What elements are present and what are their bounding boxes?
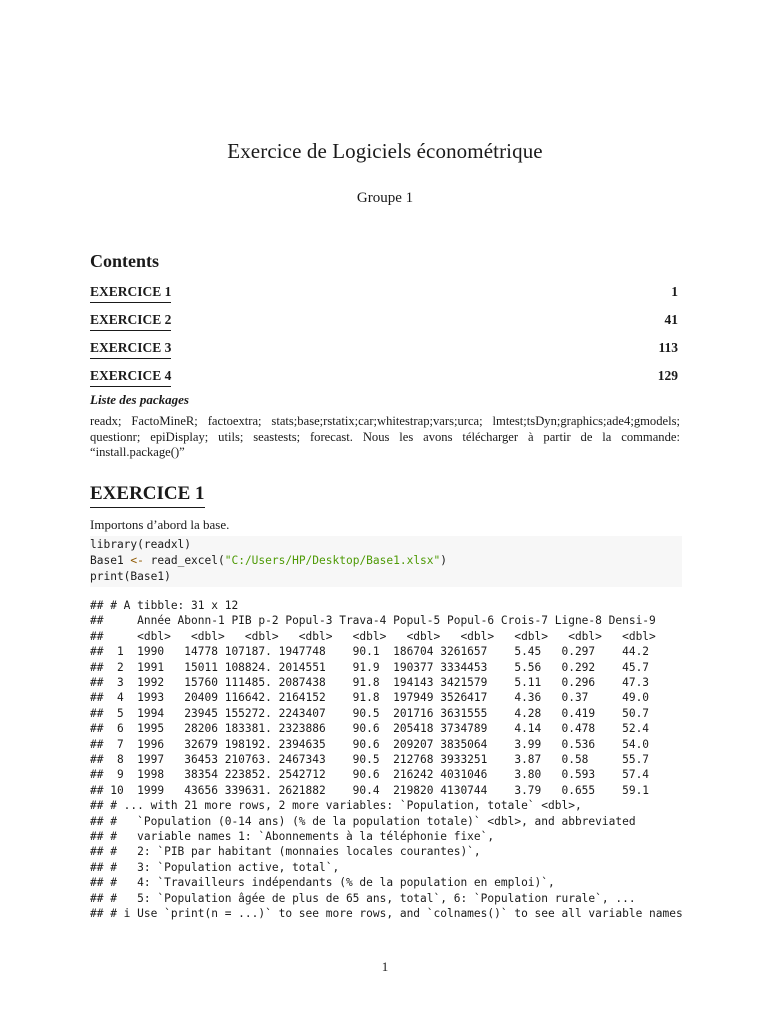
toc-entry xyxy=(90,340,678,360)
code-line: print(Base1) xyxy=(90,570,171,583)
intro-paragraph: Importons d’abord la base. xyxy=(90,517,230,532)
toc-entry xyxy=(90,284,678,304)
output-line: ## 8 1997 36453 210763. 2467343 90.5 212768 3933251 3.87 0.58 55.7 xyxy=(90,753,650,766)
packages-heading: Liste des packages xyxy=(90,392,189,407)
output-line: ## 5 1994 23945 155272. 2243407 90.5 201716 3631555 4.28 0.419 50.7 xyxy=(90,706,650,720)
toc-page-number: 41 xyxy=(664,312,678,327)
output-line: ## 2 1991 15011 108824. 2014551 91.9 190377 3334453 5.56 0.292 45.7 xyxy=(90,660,650,674)
output-line: ## <dbl> <dbl> <dbl> <dbl> <dbl> <dbl> <dbl> <dbl> <dbl> <dbl> xyxy=(90,629,656,643)
toc-link-exercice-1[interactable]: EXERCICE 1 xyxy=(90,284,171,303)
code-function-call: read_excel( xyxy=(143,554,225,567)
output-line: ## # variable names 1: `Abonnements à la téléphonie fixe`, xyxy=(90,830,495,843)
output-line: ## 10 1999 43656 339631. 2621882 90.4 219820 4130744 3.79 0.655 59.1 xyxy=(90,783,650,797)
output-line: ## # i Use `print(n = ...)` to see more rows, and `colnames()` to see all variable names xyxy=(90,907,683,920)
toc-link-exercice-4[interactable]: EXERCICE 4 xyxy=(90,368,171,387)
output-line: ## # `Population (0-14 ans) (% de la population totale)` <dbl>, and abbreviated xyxy=(90,814,636,828)
toc-entry xyxy=(90,368,678,388)
document-subtitle: Groupe 1 xyxy=(356,190,414,206)
output-line: ## # ... with 21 more rows, 2 more variables: `Population, totale` <dbl>, xyxy=(90,799,582,813)
packages-paragraph: readx; FactoMineR; factoextra; stats;base;rstatix;car;whitestrap;vars;urca; lmtest;tsDyn;graphics;ade4;gmodels; questionr; epiDisplay; utils; seastests; forecast. Nous les avons télécharger à partir de la commande: “install.package()” xyxy=(90,414,680,459)
document-page xyxy=(90,0,683,1024)
output-line: ## 9 1998 38354 223852. 2542712 90.6 216242 4031046 3.80 0.593 57.4 xyxy=(90,768,650,782)
output-line: ## # 5: `Population âgée de plus de 65 ans, total`, 6: `Population rurale`, ... xyxy=(90,891,636,905)
toc-link-exercice-3[interactable]: EXERCICE 3 xyxy=(90,340,171,359)
code-paren: ) xyxy=(440,554,448,567)
output-line: ## # A tibble: 31 x 12 xyxy=(90,599,239,612)
toc-page-number: 1 xyxy=(671,284,678,299)
code-assign-operator: <- xyxy=(130,554,144,567)
code-line: library(readxl) xyxy=(90,538,192,551)
output-line: ## 1 1990 14778 107187. 1947748 90.1 186704 3261657 5.45 0.297 44.2 xyxy=(90,645,650,659)
page-number: 1 xyxy=(381,959,389,974)
section-heading-exercice-1[interactable]: EXERCICE 1 xyxy=(90,483,205,508)
toc-page-number: 129 xyxy=(657,368,678,383)
output-line: ## # 3: `Population active, total`, xyxy=(90,860,340,874)
output-line: ## 3 1992 15760 111485. 2087438 91.8 194143 3421579 5.11 0.296 47.3 xyxy=(90,676,650,689)
output-line: ## # 4: `Travailleurs indépendants (% de la population en emploi)`, xyxy=(90,876,555,890)
toc-page-number: 113 xyxy=(658,340,678,355)
output-line: ## # 2: `PIB par habitant (monnaies locales courantes)`, xyxy=(90,845,481,859)
output-line: ## 7 1996 32679 198192. 2394635 90.6 209207 3835064 3.99 0.536 54.0 xyxy=(90,737,650,751)
code-variable: Base1 xyxy=(90,554,131,567)
toc-entry xyxy=(90,312,678,332)
output-line: ## 4 1993 20409 116642. 2164152 91.8 197949 3526417 4.36 0.37 49.0 xyxy=(90,691,650,705)
output-line: ## 6 1995 28206 183381. 2323886 90.6 205418 3734789 4.14 0.478 52.4 xyxy=(90,722,650,736)
contents-heading: Contents xyxy=(90,251,160,271)
document-title: Exercice de Logiciels économétrique xyxy=(227,139,543,163)
code-block xyxy=(90,536,682,587)
code-line xyxy=(90,553,447,568)
toc-link-exercice-2[interactable]: EXERCICE 2 xyxy=(90,312,171,331)
output-line: ## Année Abonn-1 PIB p-2 Popul-3 Trava-4 Popul-5 Popul-6 Crois-7 Ligne-8 Densi-9 xyxy=(90,614,656,628)
code-string: "C:/Users/HP/Desktop/Base1.xlsx" xyxy=(224,554,441,567)
